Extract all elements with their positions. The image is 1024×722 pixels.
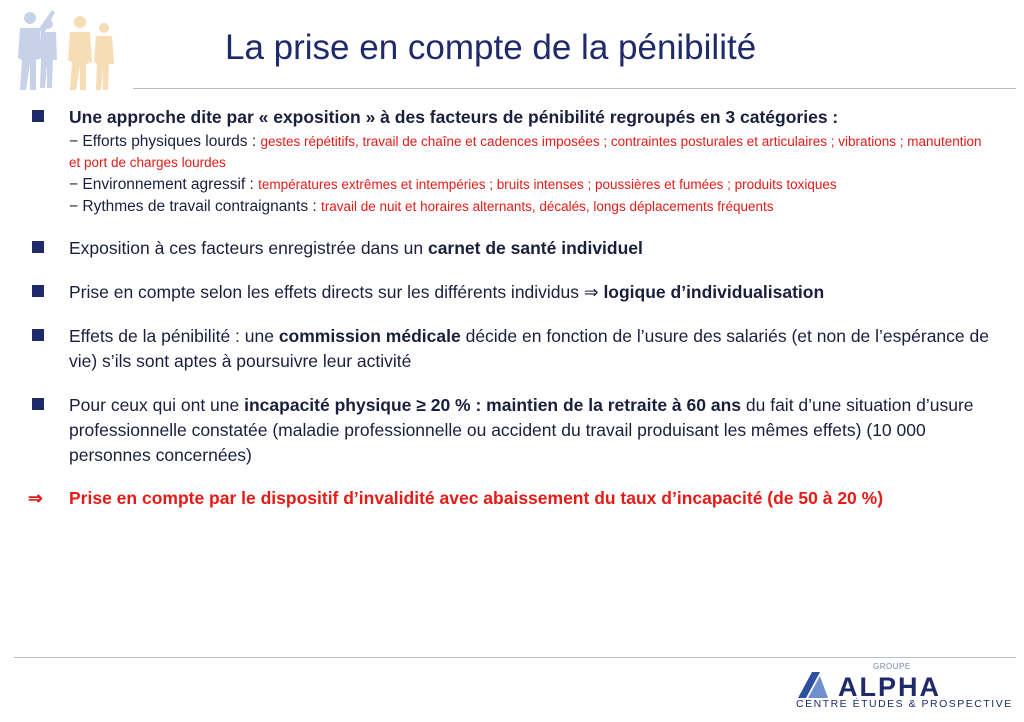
- bold-phrase: carnet de santé individuel: [427, 238, 643, 258]
- alpha-logo: [796, 662, 1016, 714]
- bullet-square-icon: [32, 329, 44, 341]
- bullet-square-icon: [32, 110, 44, 122]
- bullet-individualisation: Prise en compte selon les effets directs sur les différents individus ⇒ logique d’individualisation: [30, 280, 990, 305]
- dash-icon: −: [69, 176, 79, 193]
- people-illustration: [8, 2, 120, 92]
- bullet-square-icon: [32, 241, 44, 253]
- sub-item-detail: gestes répétitifs, travail de chaîne et cadences imposées ; contraintes posturales et articulaires ; vibrations ; manutention et port de charges lourdes: [69, 134, 982, 170]
- title-divider: [133, 88, 1016, 89]
- sub-item-environnement: [30, 174, 990, 195]
- bullet-carnet: Exposition à ces facteurs enregistrée dans un carnet de santé individuel: [30, 236, 990, 261]
- footer-divider: [14, 657, 1016, 658]
- bullet-approach: [30, 105, 990, 130]
- sub-item-efforts: [30, 131, 990, 173]
- bold-phrase: logique d’individualisation: [603, 282, 825, 302]
- implies-arrow-icon: ⇒: [28, 488, 43, 508]
- sub-item-detail: travail de nuit et horaires alternants, décalés, longs déplacements fréquents: [321, 199, 774, 214]
- logo-groupe: GROUPE: [873, 662, 911, 671]
- bullet-incapacite: Pour ceux qui ont une incapacité physique ≥ 20 % : maintien de la retraite à 60 ans du fait d’une situation d’usure professionnelle constatée (maladie professionnelle ou accident du travail produisant les mêmes effets) (10 000 personnes concernées): [30, 393, 990, 468]
- sub-item-label: Efforts physiques lourds :: [82, 133, 261, 150]
- sub-item-label: Environnement agressif :: [82, 176, 259, 193]
- logo-name: ALPHA: [838, 672, 941, 702]
- sub-item-rythmes: [30, 196, 990, 217]
- logo-tagline: CENTRE ÉTUDES & PROSPECTIVE: [796, 698, 1013, 710]
- dash-icon: −: [69, 198, 79, 215]
- dash-icon: −: [69, 133, 79, 150]
- sub-item-label: Rythmes de travail contraignants :: [82, 198, 322, 215]
- bullet-commission: Effets de la pénibilité : une commission médicale décide en fonction de l’usure des salariés (et non de l’espérance de vie) s’ils sont aptes à poursuivre leur activité: [30, 324, 990, 374]
- page-title: La prise en compte de la pénibilité: [225, 28, 757, 67]
- conclusion: [30, 486, 990, 511]
- bullet-approach-lead: Une approche dite par « exposition » à des facteurs de pénibilité regroupés en 3 catégories :: [69, 107, 839, 127]
- bold-phrase: incapacité physique ≥ 20 % : maintien de la retraite à 60 ans: [244, 395, 742, 415]
- bullet-square-icon: [32, 398, 44, 410]
- slide-content: [30, 105, 990, 511]
- implies-arrow-icon: ⇒: [583, 282, 599, 302]
- sub-item-detail: températures extrêmes et intempéries ; bruits intenses ; poussières et fumées ; produits toxiques: [258, 177, 837, 192]
- bold-phrase: commission médicale: [278, 326, 461, 346]
- alpha-triangle-icon: [798, 672, 834, 698]
- bullet-square-icon: [32, 285, 44, 297]
- conclusion-text: Prise en compte par le dispositif d’invalidité avec abaissement du taux d’incapacité (de 50 à 20 %): [69, 488, 884, 508]
